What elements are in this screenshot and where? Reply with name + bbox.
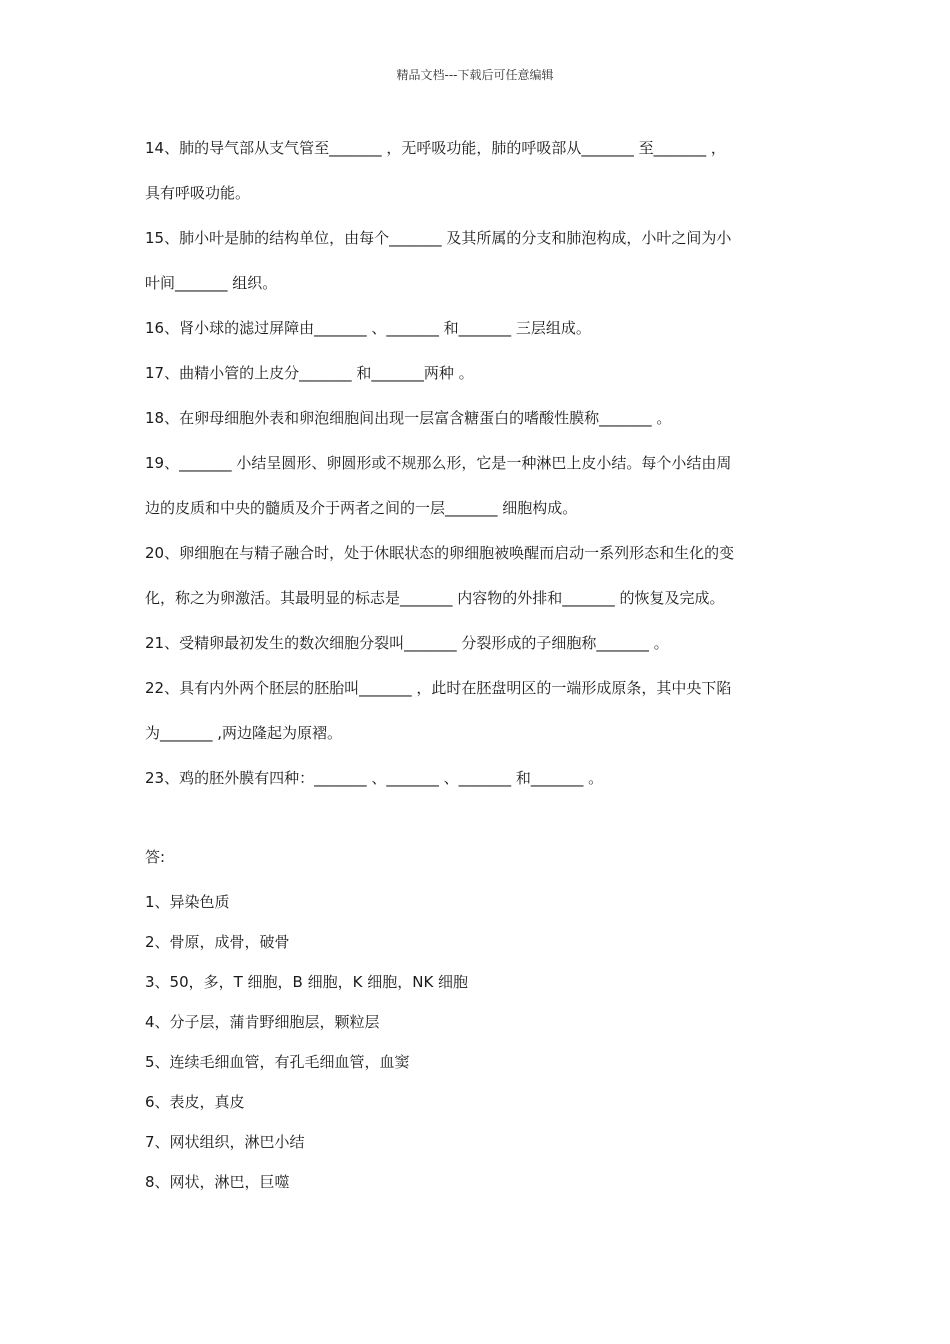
answer-item: 5、连续毛细血管，有孔毛细血管，血窦	[145, 1053, 410, 1071]
question-line: 化，称之为卵激活。其最明显的标志是_______ 内容物的外排和_______ 的恢复及完成。	[145, 589, 725, 607]
question-line: 边的皮质和中央的髓质及介于两者之间的一层_______ 细胞构成。	[145, 499, 578, 517]
question-22	[145, 666, 825, 756]
answers-title: 答:	[145, 848, 166, 866]
question-line: 17、曲精小管的上皮分_______ 和_______两种 。	[145, 364, 474, 382]
question-line: 16、肾小球的滤过屏障由_______ 、_______ 和_______ 三层组成。	[145, 319, 591, 337]
question-17	[145, 351, 825, 396]
question-line: 23、鸡的胚外膜有四种：_______ 、_______ 、_______ 和_______ 。	[145, 769, 604, 787]
question-line: 21、受精卵最初发生的数次细胞分裂叫_______ 分裂形成的子细胞称_______ 。	[145, 634, 669, 652]
question-23	[145, 756, 825, 801]
answer-item: 4、分子层，蒲肯野细胞层，颗粒层	[145, 1013, 380, 1031]
question-line: 具有呼吸功能。	[145, 184, 251, 202]
question-line: 20、卵细胞在与精子融合时，处于休眠状态的卵细胞被唤醒而启动一系列形态和生化的变	[145, 544, 735, 562]
answer-item: 2、骨原，成骨，破骨	[145, 933, 290, 951]
question-line: 为_______ ,两边隆起为原褶。	[145, 724, 343, 742]
question-14	[145, 126, 825, 216]
questions-section	[145, 126, 825, 801]
answer-item: 7、网状组织，淋巴小结	[145, 1133, 305, 1151]
page-header: 精品文档---下载后可任意编辑	[396, 68, 554, 82]
answers-section	[145, 842, 825, 1202]
question-16	[145, 306, 825, 351]
answer-item: 8、网状，淋巴，巨噬	[145, 1173, 290, 1191]
question-line: 19、_______ 小结呈圆形、卵圆形或不规那么形，它是一种淋巴上皮小结。每个小结由周	[145, 454, 732, 472]
answer-item: 6、表皮，真皮	[145, 1093, 245, 1111]
question-20	[145, 531, 825, 621]
question-line: 22、具有内外两个胚层的胚胎叫_______ ，此时在胚盘明区的一端形成原条，其中央下陷	[145, 679, 732, 697]
question-line: 15、肺小叶是肺的结构单位，由每个_______ 及其所属的分支和肺泡构成，小叶之间为小	[145, 229, 732, 247]
question-line: 14、肺的导气部从支气管至_______ ，无呼吸功能，肺的呼吸部从_______ 至_______ ，	[145, 139, 726, 157]
question-line: 叶间_______ 组织。	[145, 274, 278, 292]
question-19	[145, 441, 825, 531]
answer-item: 3、50，多，T 细胞，B 细胞，K 细胞，NK 细胞	[145, 973, 469, 991]
question-18	[145, 396, 825, 441]
question-15	[145, 216, 825, 306]
answer-item: 1、异染色质	[145, 893, 230, 911]
question-21	[145, 621, 825, 666]
question-line: 18、在卵母细胞外表和卵泡细胞间出现一层富含糖蛋白的嗜酸性膜称_______ 。	[145, 409, 672, 427]
